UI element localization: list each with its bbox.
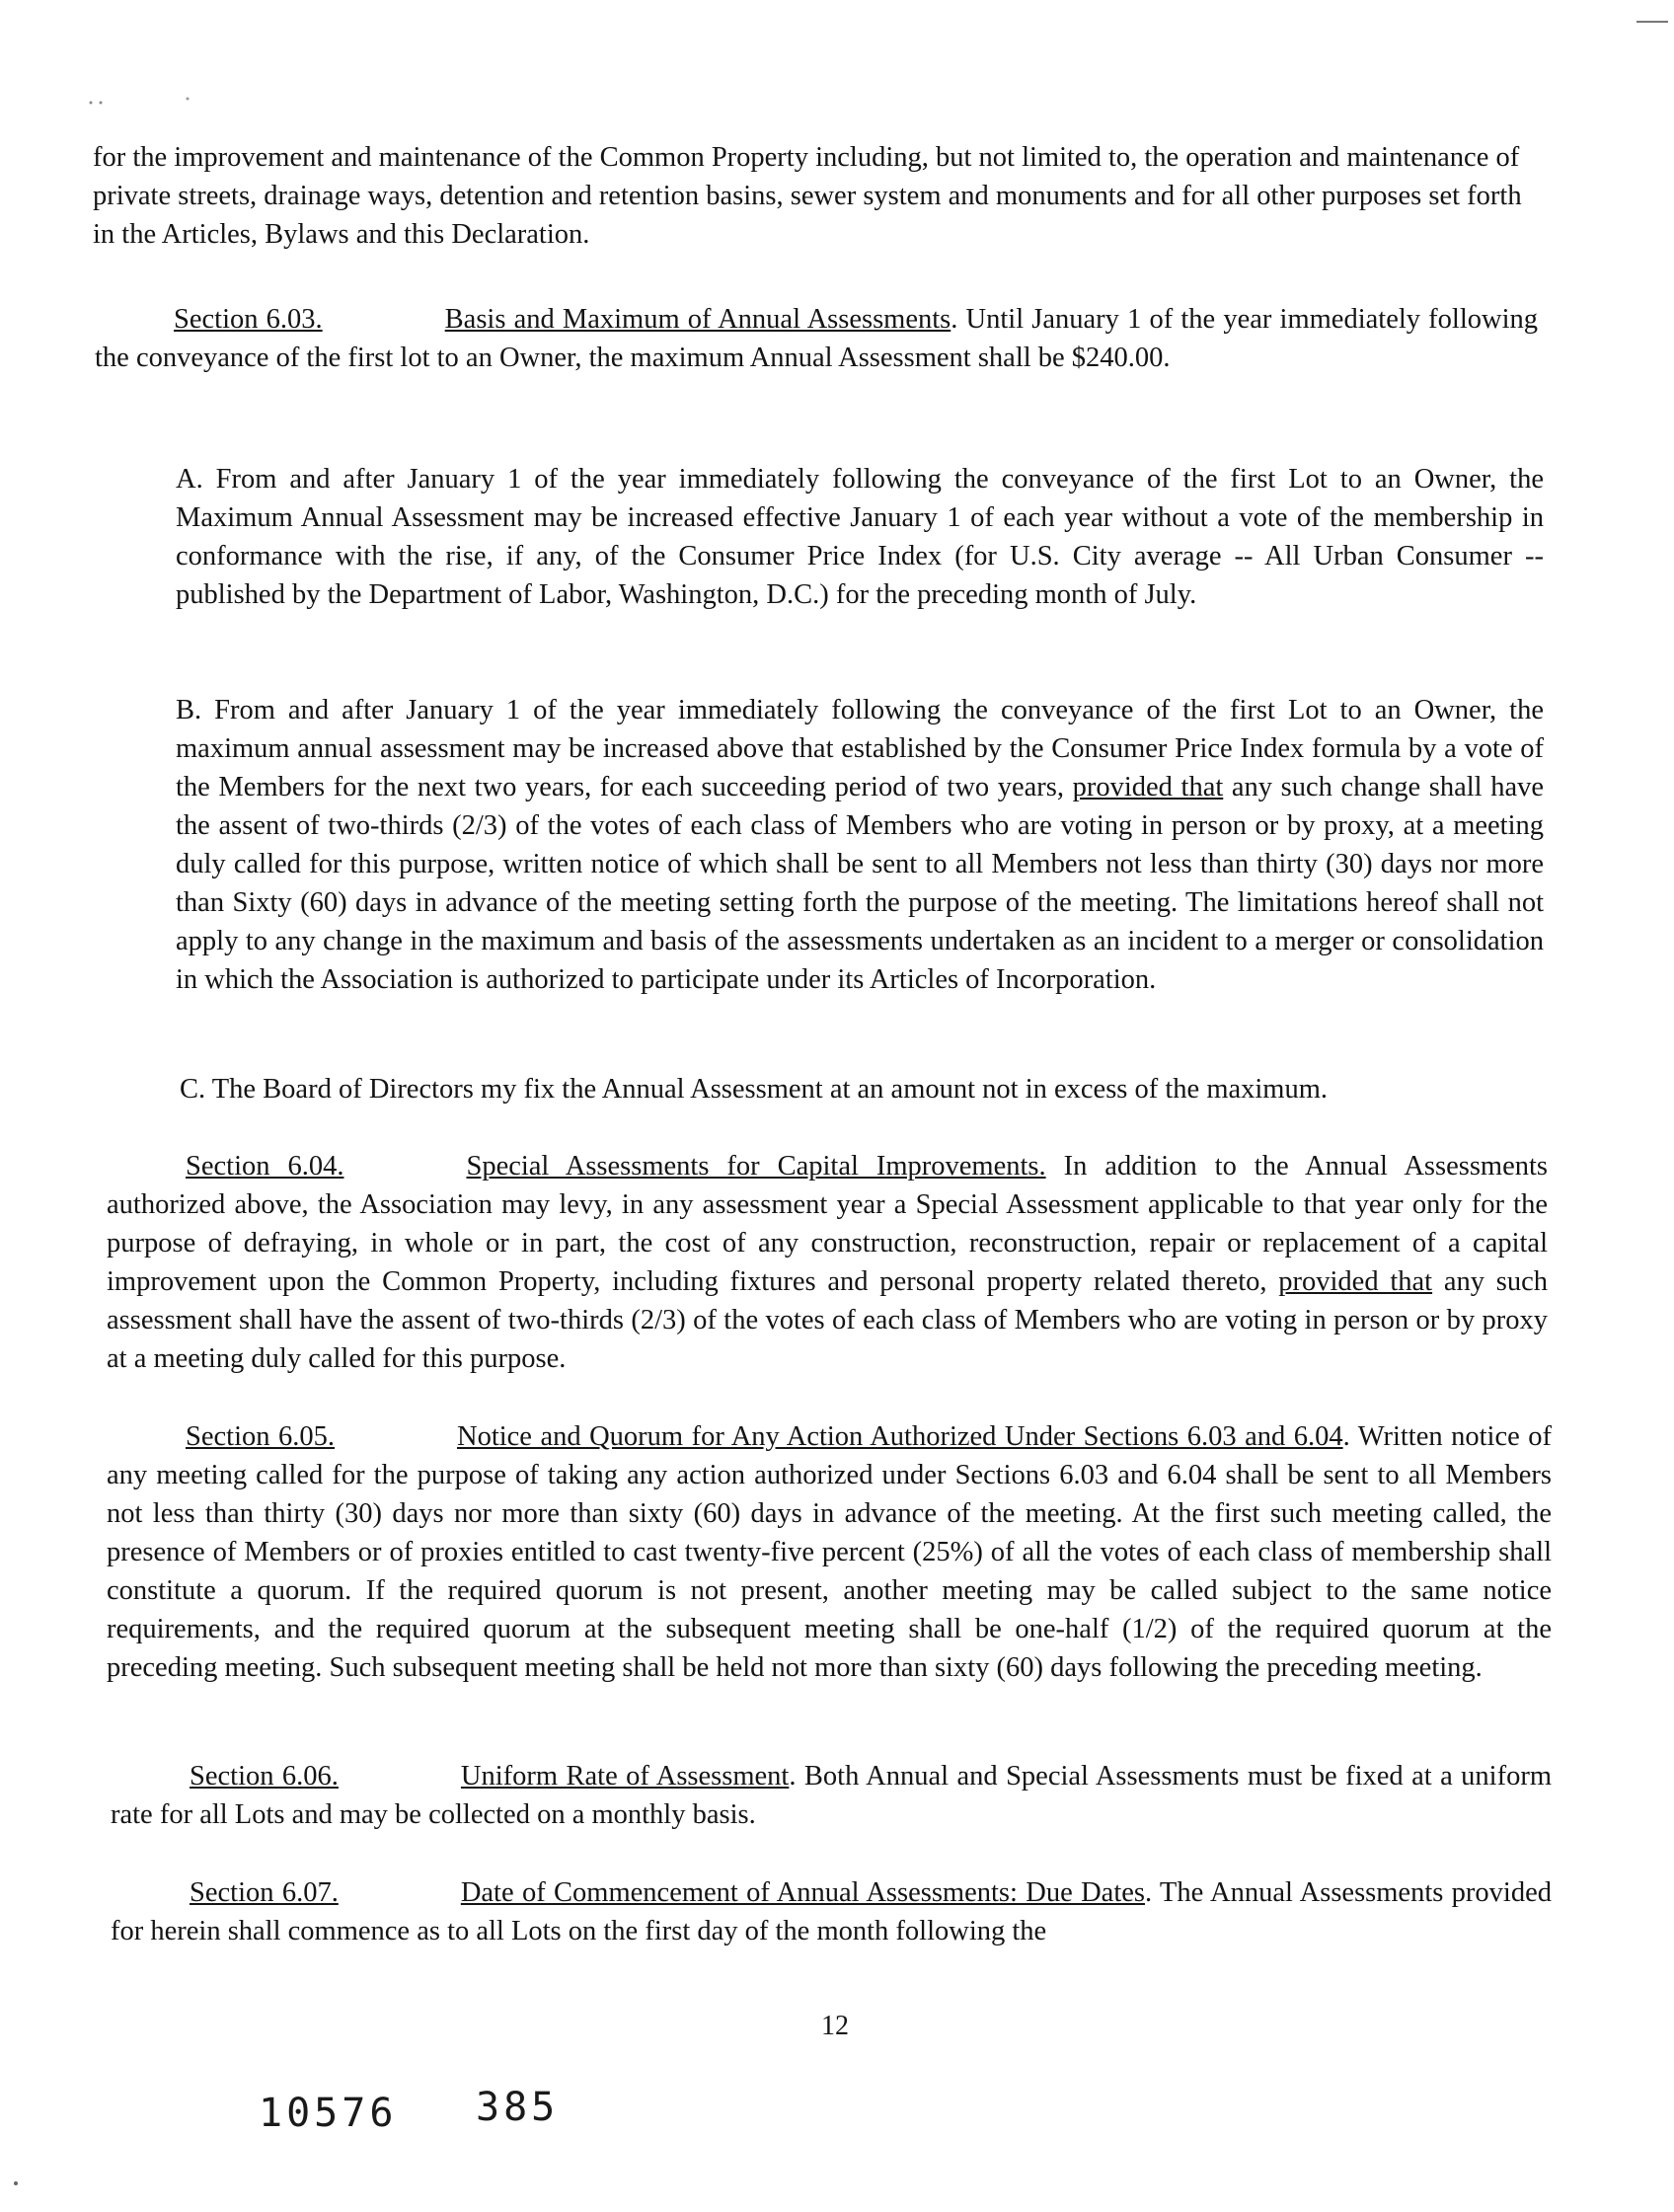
section-6-04 (107, 1147, 1548, 1378)
section-heading: Basis and Maximum of Annual Assessments (444, 304, 951, 335)
section-label: Section 6.07. (190, 1877, 339, 1908)
proviso-underlined: provided that (1278, 1266, 1433, 1297)
section-label: Section 6.05. (186, 1421, 335, 1452)
scan-speck (90, 102, 93, 105)
section-heading: Special Assessments for Capital Improvements. (466, 1151, 1046, 1182)
section-heading: Uniform Rate of Assessment (460, 1761, 790, 1792)
scan-speck (14, 2181, 18, 2185)
section-6-06 (111, 1757, 1552, 1834)
section-heading: Date of Commencement of Annual Assessments: Due Dates (460, 1877, 1145, 1908)
proviso-underlined: provided that (1072, 772, 1224, 802)
page-number: 12 (821, 2011, 849, 2041)
section-body: . Until January 1 of the year immediately following the conveyance of the first lot to an Owner, the maximum Annual Assessment shall be $240.00. (95, 304, 1538, 373)
section-body-cont: any such assessment shall have the assent of two-thirds (2/3) of the votes of each class of Members who are voting in person or by proxy at a meeting duly called for this purpose. (107, 1266, 1549, 1374)
section-6-07 (111, 1873, 1552, 1950)
section-body: . Written notice of any meeting called for the purpose of taking any action authorized under Sections 6.03 and 6.04 shall be sent to all Members not less than thirty (30) days nor more than sixty (60) days in advance of the meeting. At the first such meeting called, the presence of Members or of proxies entitled to cast twenty-five percent (25%) of all the votes of each class of membership shall constitute a quorum. If the required quorum is not present, another meeting may be called subject to the same notice requirements, and the required quorum at the subsequent meeting shall be one-half (1/2) of the required quorum at the preceding meeting. Such subsequent meeting shall be held not more than sixty (60) days following the preceding meeting. (107, 1421, 1552, 1683)
scan-speck (100, 102, 103, 105)
subsection-a: A. From and after January 1 of the year immediately following the conveyance of the first Lot to an Owner, the Maximum Annual Assessment may be increased effective January 1 of each year without a vote of the membership in conformance with the rise, if any, of the Consumer Price Index (for U.S. City average -- All Urban Consumer -- published by the Department of Labor, Washington, D.C.) for the preceding month of July. (176, 464, 1544, 610)
intro-paragraph: for the improvement and maintenance of the Common Property including, but not limited to, the operation and maintenance of private streets, drainage ways, detention and retention basins, sewer system and monuments and for all other purposes set forth in the Articles, Bylaws and this Declaration. (93, 142, 1522, 250)
recording-book-number: 10576 (259, 2091, 398, 2136)
section-label: Section 6.04. (186, 1151, 344, 1182)
section-6-05 (107, 1417, 1552, 1687)
subsection-b (176, 691, 1544, 999)
section-label: Section 6.03. (174, 304, 323, 335)
section-body: . The Annual Assessments provided for herein shall commence as to all Lots on the first day of the month following the (111, 1877, 1552, 1946)
subsection-b-text: B. From and after January 1 of the year immediately following the conveyance of the first Lot to an Owner, the maximum annual assessment may be increased above that established by the Consumer Price Index formula by a vote of the Members for the next two years, for each succeeding period of two years, (176, 695, 1544, 802)
section-6-03 (95, 300, 1538, 377)
subsection-b-text-cont: any such change shall have the assent of two-thirds (2/3) of the votes of each class of Members who are voting in person or by proxy, at a meeting duly called for this purpose, written notice of which shall be sent to all Members not less than thirty (30) days nor more than Sixty (60) days in advance of the meeting setting forth the purpose of the meeting. The limitations hereof shall not apply to any change in the maximum and basis of the assessments undertaken as an incident to a merger or consolidation in which the Association is authorized to participate under its Articles of Incorporation. (176, 772, 1544, 995)
section-heading: Notice and Quorum for Any Action Authorized Under Sections 6.03 and 6.04 (456, 1421, 1343, 1452)
section-label: Section 6.06. (190, 1761, 339, 1792)
recording-page-number: 385 (476, 2085, 560, 2130)
subsection-c: C. The Board of Directors my fix the Annual Assessment at an amount not in excess of the maximum. (180, 1074, 1329, 1105)
section-body: . Both Annual and Special Assessments must be fixed at a uniform rate for all Lots and may be collected on a monthly basis. (111, 1761, 1552, 1830)
section-body: In addition to the Annual Assessments authorized above, the Association may levy, in any assessment year a Special Assessment applicable to that year only for the purpose of defraying, in whole or in part, the cost of any construction, reconstruction, repair or replacement of a capital improvement upon the Common Property, including fixtures and personal property related thereto, (107, 1151, 1548, 1297)
scan-speck (187, 98, 190, 101)
